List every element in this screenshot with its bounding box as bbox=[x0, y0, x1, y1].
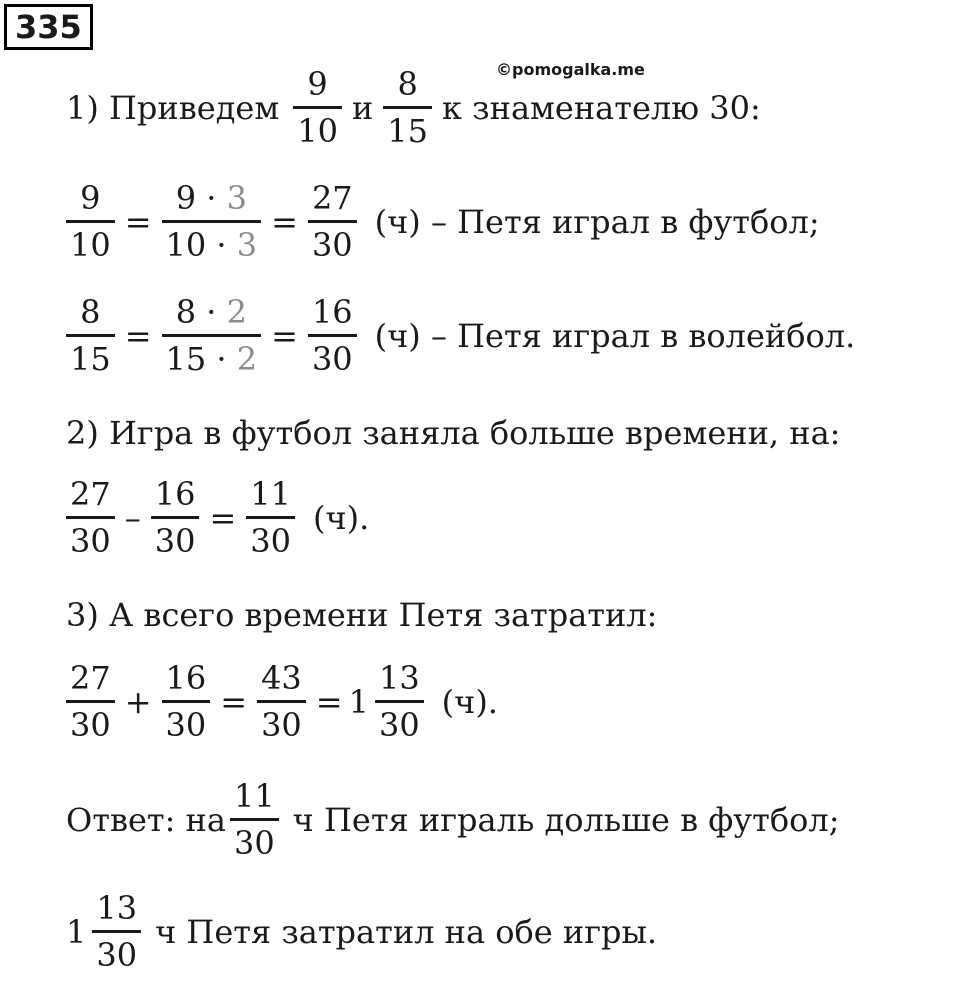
difference-tail: (ч). bbox=[312, 498, 370, 537]
step3-line bbox=[66, 590, 657, 640]
denominator: 30 bbox=[261, 706, 302, 744]
volleyball-equation bbox=[66, 290, 855, 381]
result-fraction bbox=[257, 656, 306, 747]
problem-number: 335 bbox=[4, 4, 93, 50]
denominator: 30 bbox=[250, 522, 291, 560]
equals-sign: = bbox=[220, 682, 248, 721]
step2-line bbox=[66, 408, 840, 458]
denominator: 10 bbox=[297, 112, 338, 150]
equals-sign: = bbox=[124, 316, 152, 355]
denominator: 30 bbox=[311, 226, 353, 264]
equals-sign: = bbox=[209, 498, 237, 537]
numerator: 16 bbox=[165, 659, 207, 697]
fraction bbox=[293, 62, 342, 153]
sum-tail: (ч). bbox=[441, 682, 498, 721]
football-tail: (ч) – Петя играл в футбол; bbox=[374, 202, 820, 241]
numerator: 9 bbox=[80, 179, 101, 217]
difference-equation bbox=[66, 472, 369, 563]
numerator: 9 bbox=[307, 65, 328, 103]
numerator: 27 bbox=[70, 475, 111, 513]
equals-sign: = bbox=[271, 202, 298, 241]
answer-tail-2: ч Петя затратил на обе игры. bbox=[155, 912, 658, 951]
result-fraction bbox=[308, 176, 357, 267]
watermark: ©pomogalka.me bbox=[496, 60, 645, 79]
numerator: 8 bbox=[80, 293, 101, 331]
denominator: 30 bbox=[378, 706, 420, 744]
answer-line-2 bbox=[66, 886, 657, 977]
step2-label: 2) Игра в футбол заняла больше времени, на: bbox=[66, 414, 841, 452]
numerator: 11 bbox=[233, 777, 275, 815]
step3-label: 3) А всего времени Петя затратил: bbox=[66, 596, 658, 634]
denominator: 30 bbox=[96, 936, 138, 974]
multiplied-fraction bbox=[162, 290, 262, 381]
equals-sign: = bbox=[124, 202, 152, 241]
fraction bbox=[66, 472, 115, 563]
numerator: 13 bbox=[96, 889, 138, 927]
denominator: 15 bbox=[70, 340, 111, 378]
fraction bbox=[66, 290, 115, 381]
denominator: 30 bbox=[165, 706, 207, 744]
answer-line-1 bbox=[66, 774, 839, 865]
mixed-number-fraction bbox=[375, 656, 424, 747]
answer-prefix: Ответ: на bbox=[66, 800, 226, 839]
sum-equation bbox=[66, 656, 498, 747]
football-equation bbox=[66, 176, 820, 267]
denominator: 30 bbox=[154, 522, 196, 560]
step1-label: 1) Приведем bbox=[66, 88, 280, 127]
step1-line bbox=[66, 62, 761, 153]
equals-sign: = bbox=[315, 682, 343, 721]
denominator: 30 bbox=[70, 522, 111, 560]
result-fraction bbox=[246, 472, 295, 563]
numerator: 8 bbox=[397, 65, 418, 103]
numerator: 27 bbox=[70, 659, 111, 697]
mixed-number-whole: 1 bbox=[66, 912, 87, 951]
denominator: 30 bbox=[70, 706, 111, 744]
denominator: 10 bbox=[70, 226, 111, 264]
plus-sign: + bbox=[124, 682, 152, 721]
denominator: 10 · 3 bbox=[165, 226, 258, 264]
numerator: 9 · 3 bbox=[175, 179, 247, 217]
minus-sign: – bbox=[124, 498, 141, 537]
numerator: 11 bbox=[250, 475, 291, 513]
numerator: 43 bbox=[261, 659, 302, 697]
numerator: 27 bbox=[311, 179, 353, 217]
denominator: 30 bbox=[311, 340, 353, 378]
conjunction: и bbox=[351, 88, 374, 127]
answer-tail-1: ч Петя играль дольше в футбол; bbox=[292, 800, 840, 839]
numerator: 13 bbox=[378, 659, 420, 697]
fraction bbox=[66, 656, 115, 747]
denominator: 15 · 2 bbox=[165, 340, 258, 378]
fraction bbox=[162, 656, 211, 747]
step1-tail: к знаменателю 30: bbox=[441, 88, 761, 127]
multiplied-fraction bbox=[162, 176, 262, 267]
answer-fraction bbox=[230, 774, 279, 865]
denominator: 15 bbox=[387, 112, 428, 150]
numerator: 16 bbox=[311, 293, 353, 331]
fraction bbox=[383, 62, 432, 153]
numerator: 16 bbox=[154, 475, 196, 513]
fraction bbox=[151, 472, 200, 563]
equals-sign: = bbox=[271, 316, 298, 355]
result-fraction bbox=[308, 290, 357, 381]
denominator: 30 bbox=[233, 824, 275, 862]
mixed-number-whole: 1 bbox=[348, 682, 369, 721]
numerator: 8 · 2 bbox=[175, 293, 247, 331]
fraction bbox=[66, 176, 115, 267]
answer-mixed-fraction bbox=[92, 886, 141, 977]
volleyball-tail: (ч) – Петя играл в волейбол. bbox=[374, 316, 856, 355]
